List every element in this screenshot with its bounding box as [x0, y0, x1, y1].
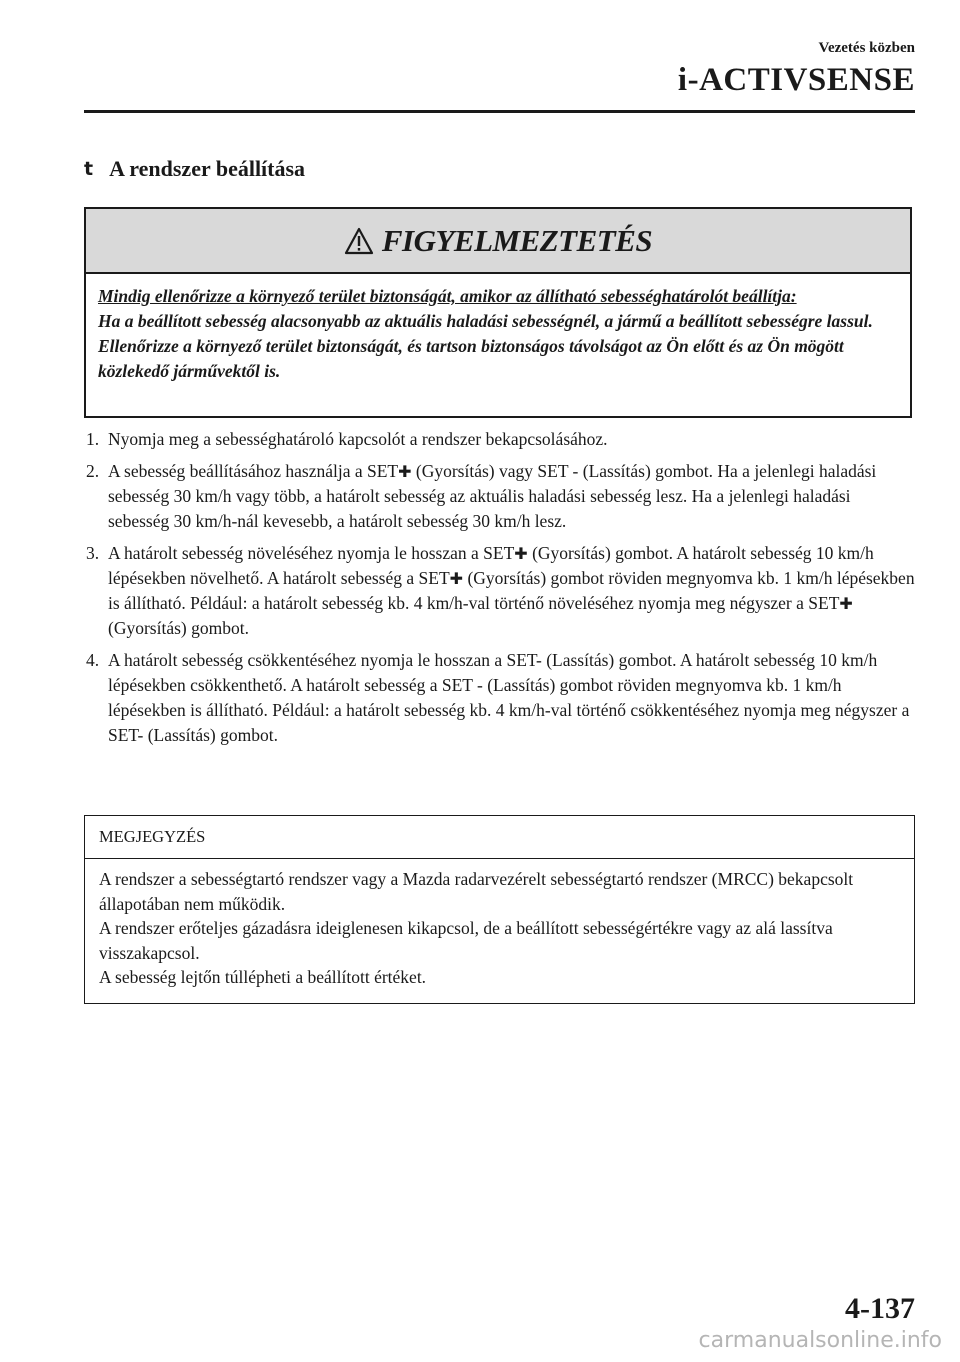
plus-icon: ✚: [514, 544, 528, 563]
step-text-segment: A határolt sebesség csökkentéséhez nyomja le hosszan a SET- (Lassítás) gombot. A határolt sebesség 10 km/h lépésekben csökkenthető. A határolt sebesség a SET - (Lassítás) gombot röviden megnyomva kb. 1 km/h lépésekben is állítható. Például: a határolt sebesség kb. 4 km/h-val történő csökkentéséhez nyomja meg négyszer a SET- (Lassítás) gombot.: [108, 650, 910, 745]
warning-header: [86, 209, 910, 274]
step-text-segment: Nyomja meg a sebességhatároló kapcsolót a rendszer bekapcsolásához.: [108, 429, 608, 449]
note-line: A rendszer erőteljes gázadásra ideiglenesen kikapcsol, de a beállított sebességértékre vagy az alá lassítva visszakapcsol.: [99, 918, 833, 963]
step-text: [108, 648, 916, 748]
step-text: [108, 427, 916, 452]
note-line: A rendszer a sebességtartó rendszer vagy a Mazda radarvezérelt sebességtartó rendszer (MRCC) bekapcsolt állapotában nem működik.: [99, 869, 854, 914]
warning-title: FIGYELMEZTETÉS: [381, 222, 653, 258]
steps-list: [86, 427, 916, 755]
step-number: 2.: [86, 461, 100, 481]
note-line: A sebesség lejtőn túllépheti a beállított értéket.: [99, 967, 427, 987]
step-number: 3.: [86, 543, 100, 563]
section-heading: [84, 156, 305, 182]
note-box: [84, 815, 915, 1004]
warning-box: [84, 207, 912, 418]
step-item: [86, 648, 916, 748]
step-item: [86, 541, 916, 641]
step-text: [108, 459, 916, 534]
note-title: MEGJEGYZÉS: [85, 816, 914, 859]
header-divider: [84, 110, 915, 113]
plus-icon: ✚: [398, 462, 412, 481]
bullet-marker-icon: t: [84, 158, 94, 180]
chapter-label: Vezetés közben: [818, 40, 915, 56]
step-text-segment: (Gyorsítás) gombot.: [108, 618, 249, 638]
step-text-segment: (Gyorsítás) gombot röviden megnyomva kb. 1 km/h lépésekben is állítható. Például: a határolt sebesség kb. 4 km/h-val történő növeléséhez nyomja meg négyszer a SET: [108, 568, 915, 613]
warning-lead: Mindig ellenőrizze a környező terület biztonságát, amikor az állítható sebességhatárolót beállítja:: [98, 286, 797, 306]
page-number: 4-137: [845, 1292, 915, 1325]
warning-text: Ha a beállított sebesség alacsonyabb az aktuális haladási sebességnél, a jármű a beállított sebességre lassul. Ellenőrizze a környező terület biztonságát, és tartson biztonságos távolságot az Ön előtt és az Ön mögött közlekedő járművektől is.: [98, 311, 873, 381]
step-text-segment: A sebesség beállításához használja a SET: [108, 461, 399, 481]
plus-icon: ✚: [449, 569, 464, 588]
warning-body: [86, 274, 910, 384]
watermark: carmanualsonline.info: [698, 1328, 942, 1353]
step-text-segment: (Gyorsítás) gombot. A határolt sebesség 10 km/h lépésekben növelhető. A határolt sebesség a SET: [108, 543, 874, 588]
step-text-segment: A határolt sebesség növeléséhez nyomja le hosszan a SET: [108, 543, 515, 563]
step-item: [86, 459, 916, 534]
plus-icon: ✚: [839, 594, 853, 613]
step-text: [108, 541, 916, 641]
step-number: 1.: [86, 429, 100, 449]
section-title: i-ACTIVSENSE: [677, 62, 915, 98]
step-text-segment: (Gyorsítás) vagy SET - (Lassítás) gombot. Ha a jelenlegi haladási sebesség 30 km/h vagy több, a határolt sebesség az aktuális haladási sebesség lesz. Ha a jelenlegi haladási sebesség 30 km/h-nál kevesebb, a határolt sebesség 30 km/h lesz.: [108, 461, 877, 531]
step-item: [86, 427, 916, 452]
step-number: 4.: [86, 650, 100, 670]
warning-triangle-icon: [344, 227, 374, 255]
section-heading-text: A rendszer beállítása: [109, 156, 306, 181]
note-body: [85, 859, 914, 990]
